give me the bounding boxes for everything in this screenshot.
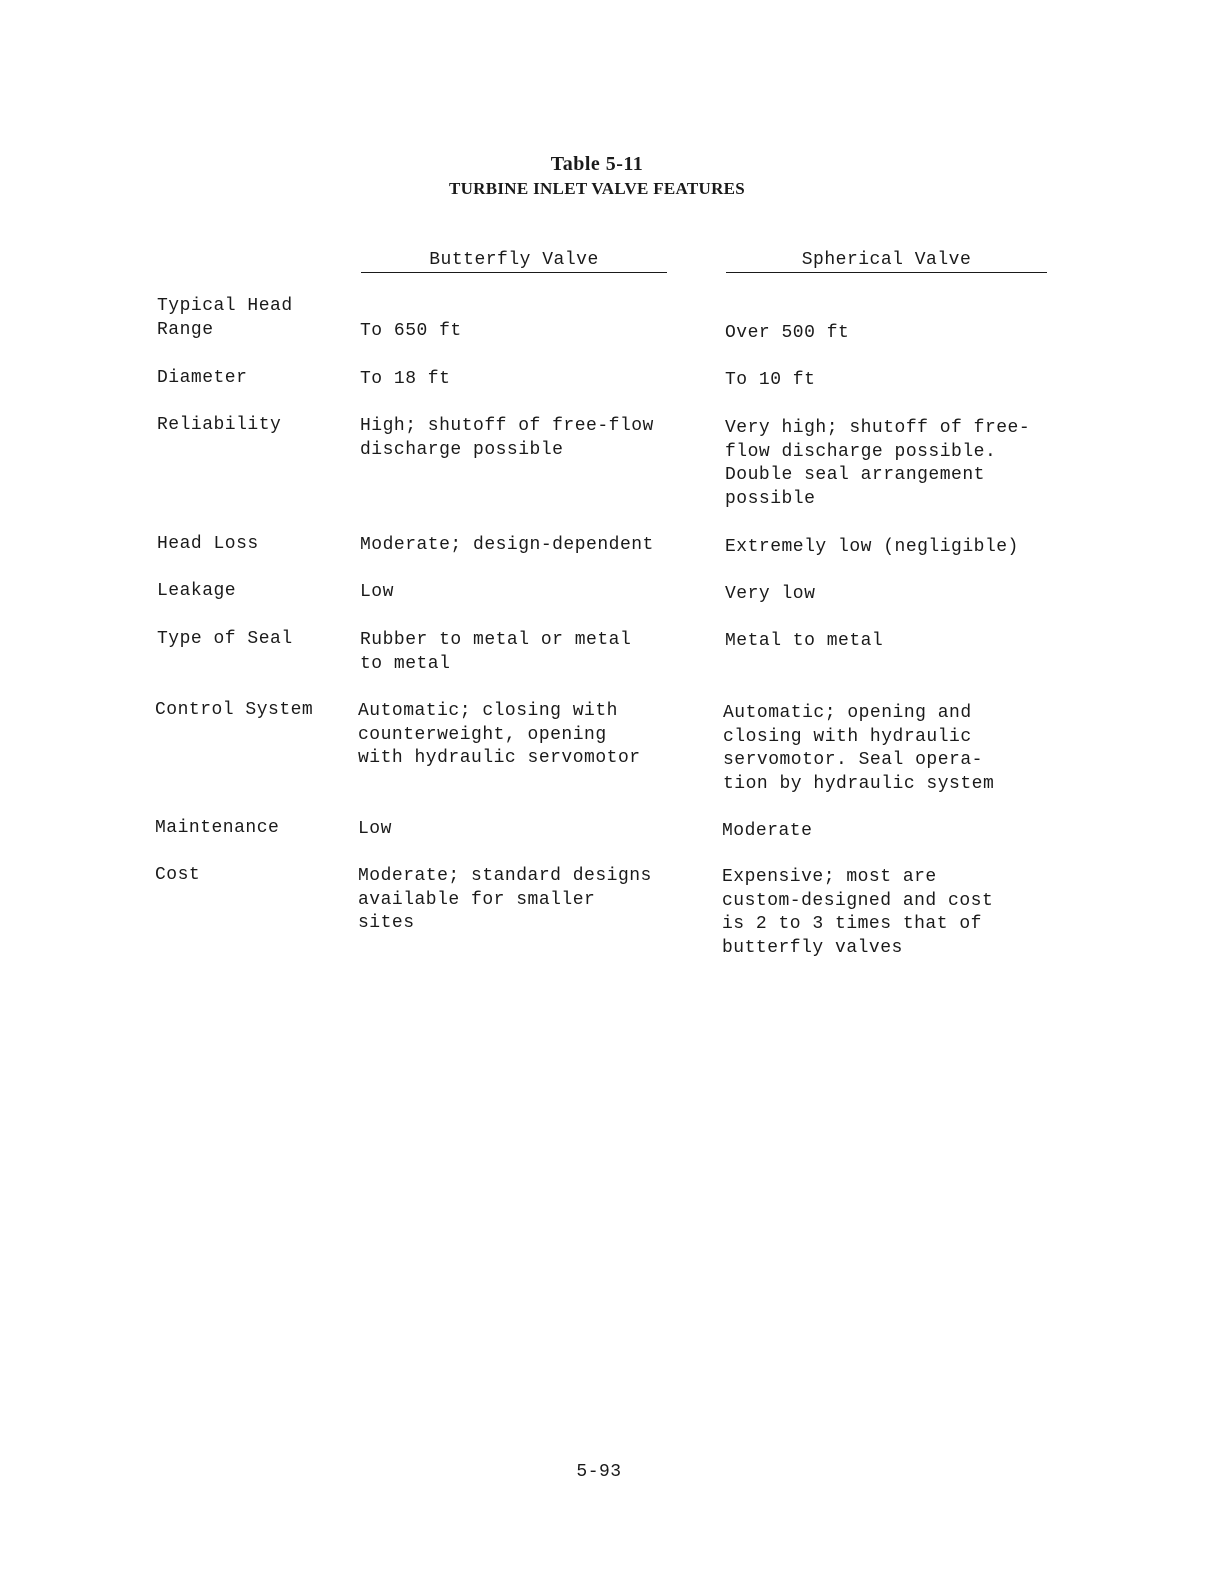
cell-spherical-cost: Expensive; most are custom-designed and cost is 2 to 3 times that of butterfly valves (722, 867, 994, 958)
row-label-cost: Cost (155, 865, 201, 885)
row-label-control-system: Control System (155, 700, 314, 720)
cell-butterfly-reliability: High; shutoff of free-flow discharge possible (360, 416, 654, 460)
cell-butterfly-typical-head-range: To 650 ft (360, 321, 462, 341)
page-number: 5-93 (576, 1462, 622, 1482)
cell-spherical-leakage: Very low (725, 584, 816, 604)
cell-spherical-diameter: To 10 ft (725, 370, 816, 390)
cell-spherical-maintenance: Moderate (722, 821, 813, 841)
cell-spherical-head-loss: Extremely low (negligible) (725, 537, 1019, 557)
row-label-maintenance: Maintenance (155, 818, 280, 838)
cell-butterfly-cost: Moderate; standard designs available for smaller sites (358, 866, 652, 933)
cell-spherical-control-system: Automatic; opening and closing with hydraulic servomotor. Seal opera- tion by hydraulic system (723, 703, 995, 794)
column-header-spherical-valve: Spherical Valve (726, 250, 1047, 273)
cell-butterfly-maintenance: Low (358, 819, 392, 839)
cell-butterfly-leakage: Low (360, 582, 394, 602)
row-label-type-of-seal: Type of Seal (157, 629, 293, 649)
row-label-reliability: Reliability (157, 415, 282, 435)
cell-spherical-reliability: Very high; shutoff of free- flow discharge possible. Double seal arrangement possible (725, 418, 1031, 509)
row-label-leakage: Leakage (157, 581, 237, 601)
cell-butterfly-control-system: Automatic; closing with counterweight, opening with hydraulic servomotor (358, 701, 641, 768)
cell-butterfly-diameter: To 18 ft (360, 369, 451, 389)
cell-spherical-type-of-seal: Metal to metal (725, 631, 884, 651)
row-label-head-loss: Head Loss (157, 534, 259, 554)
cell-spherical-typical-head-range: Over 500 ft (725, 323, 850, 343)
cell-butterfly-type-of-seal: Rubber to metal or metal to metal (360, 630, 632, 674)
table-title: TURBINE INLET VALVE FEATURES (448, 179, 746, 198)
table-number: Table 5-11 (550, 153, 644, 175)
row-label-diameter: Diameter (157, 368, 248, 388)
cell-butterfly-head-loss: Moderate; design-dependent (360, 535, 654, 555)
row-label-typical-head-range: Typical Head Range (157, 296, 293, 340)
column-header-butterfly-valve: Butterfly Valve (361, 250, 667, 273)
